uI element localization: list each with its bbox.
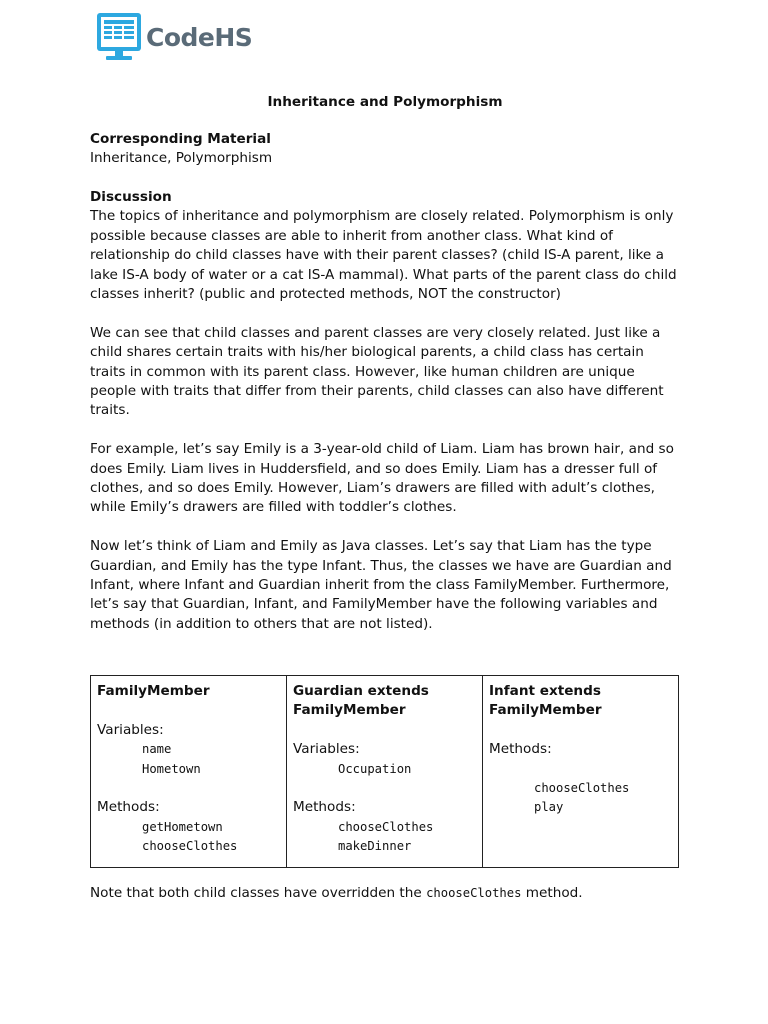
note-text-before: Note that both child classes have overridden the	[90, 885, 427, 901]
class-table	[90, 675, 679, 868]
discussion-paragraph-2: We can see that child classes and parent classes are very closely related. Just like a child shares certain traits with his/her biological parents, a child class has certain traits in common with its parent class. However, like human children are unique people with traits that differ from their parents, child classes can also have different traits.	[90, 324, 664, 419]
codehs-logo-icon	[96, 12, 142, 62]
guardian-header-line2: FamilyMember	[293, 702, 406, 719]
note-text-after: method.	[521, 885, 583, 901]
corresponding-text: Inheritance, Polymorphism	[90, 150, 273, 167]
guardian-methods-label: Methods:	[293, 799, 356, 816]
infant-header-line2: FamilyMember	[489, 702, 602, 719]
familymember-method: getHometown	[142, 819, 223, 834]
document-title: Inheritance and Polymorphism	[267, 94, 503, 110]
infant-method: play	[534, 800, 564, 815]
familymember-column	[91, 676, 287, 868]
discussion-paragraph-1: The topics of inheritance and polymorphism are closely related. Polymorphism is only possible because classes are able to inherit from another class. What kind of relationship do child classes have with their parent classes? (child IS-A parent, like a lake IS-A body of water or a cat IS-A mammal). What parts of the parent class do child classes inherit? (public and protected methods, NOT the constructor)	[90, 208, 677, 303]
infant-methods-label: Methods:	[489, 741, 552, 758]
guardian-variable: Occupation	[338, 761, 412, 776]
guardian-variables-label: Variables:	[293, 741, 360, 758]
familymember-variable: Hometown	[142, 761, 201, 776]
guardian-header-line1: Guardian extends	[293, 683, 429, 699]
corresponding-heading: Corresponding Material	[90, 131, 271, 147]
guardian-header	[293, 682, 476, 721]
guardian-method: makeDinner	[338, 839, 412, 854]
infant-column	[483, 676, 679, 868]
guardian-method: chooseClothes	[338, 819, 434, 834]
infant-header	[489, 682, 672, 721]
discussion-paragraph-4: Now let’s think of Liam and Emily as Java classes. Let’s say that Liam has the type Guardian, and Emily has the type Infant. Thus, the classes we have are Guardian and Infant, where Infant and Guardian inherit from the class FamilyMember. Furthermore, let’s say that Guardian, Infant, and FamilyMember have the following variables and methods (in addition to others that are not listed).	[90, 538, 672, 632]
familymember-header: FamilyMember	[97, 683, 210, 699]
familymember-variable: name	[142, 742, 172, 757]
codehs-logo	[96, 12, 252, 62]
guardian-column	[287, 676, 483, 868]
discussion-section	[90, 188, 680, 634]
familymember-method: chooseClothes	[142, 839, 238, 854]
infant-header-line1: Infant extends	[489, 683, 601, 699]
discussion-paragraph-3: For example, let’s say Emily is a 3-year-old child of Liam. Liam has brown hair, and so does Emily. Liam lives in Huddersfield, and so does Emily. Liam has a dresser full of clothes, and so does Emily. However, Liam’s drawers are filled with adult’s clothes, while Emily’s drawers are filled with toddler’s clothes.	[90, 441, 674, 516]
discussion-heading: Discussion	[90, 189, 172, 205]
infant-method: chooseClothes	[534, 781, 630, 795]
codehs-wordmark: CodeHS	[146, 22, 253, 52]
familymember-variables-label: Variables:	[97, 721, 164, 738]
override-note	[90, 884, 690, 903]
familymember-methods-label: Methods:	[97, 799, 160, 816]
corresponding-material-section	[90, 130, 680, 169]
note-code: chooseClothes	[426, 886, 522, 900]
